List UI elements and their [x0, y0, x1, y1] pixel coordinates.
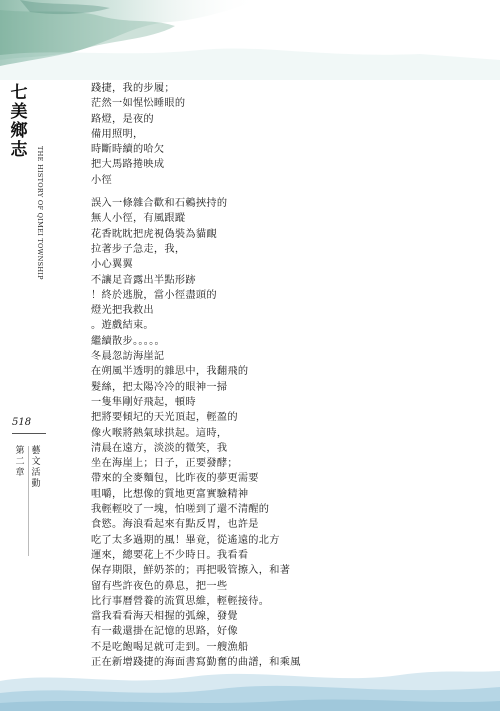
- section-char: 文: [31, 457, 41, 467]
- section-char: 動: [31, 479, 41, 489]
- section-char: 藝: [31, 446, 41, 456]
- poem-line: 繼續散步。。。。。: [91, 335, 165, 347]
- poem-line: 時斷時續的哈欠: [91, 144, 165, 156]
- chapter-divider: [28, 446, 29, 556]
- poem-line: 清晨在遠方，淡淡的微笑，我: [91, 442, 228, 454]
- chapter-char: 章: [15, 468, 25, 478]
- poem-line: 燈光把我救出: [91, 305, 154, 317]
- poem-line: 誤入一條雜合歡和石鶇挾持的: [91, 198, 228, 210]
- poem-line: 保存期限，鮮奶茶的；再把吸管擦入，和著: [91, 565, 291, 577]
- poem-line: 像火喉將熱氣球拱起。這時，: [91, 427, 228, 439]
- poem-line: 在朔風半透明的雜思中，我翻飛的: [91, 366, 249, 378]
- book-title: [8, 84, 30, 160]
- bottom-wave-decoration: [0, 651, 500, 711]
- poem-line: 踐捷，我的步履；: [91, 83, 175, 94]
- poem-line: 路燈，是夜的: [91, 113, 154, 125]
- poem-line: 我輕輕咬了一塊，怕嗟到了還不清醒的: [91, 504, 270, 516]
- page-number: 518: [12, 417, 32, 428]
- book-title-char: 七: [10, 83, 28, 103]
- poem-line: 備用照明，: [91, 128, 144, 140]
- section-label: [30, 446, 42, 490]
- poem-stanza: [91, 196, 491, 670]
- section-char: 活: [31, 468, 41, 478]
- poem-line: 把將要傾圮的天光頂起，輕盈的: [91, 412, 238, 424]
- poem-line: 咀嚼，比想像的質地更富實驗精神: [91, 488, 249, 500]
- poem-line: 留有些許夜色的鼻息，把一些: [91, 580, 228, 592]
- poem-line: 不是吃飽喝足就可走到。一艘漁船: [91, 641, 249, 653]
- poem-line: 運來，總要花上不少時日。我看看: [91, 549, 249, 561]
- poem-line: 小徑: [91, 174, 112, 186]
- poem-line: 冬晨忽訪海崖記: [91, 351, 165, 363]
- poem-line: 花香眈眈把虎視偽裝為貓靦: [91, 228, 217, 240]
- poem-line: 茫然一如惺忪睡眼的: [91, 98, 186, 110]
- poem-line: 拉著步子急走，我，: [91, 243, 186, 255]
- poem-line: 不讓足音露出半點形跡: [91, 274, 196, 286]
- book-subtitle: THE HISTORY OF QIMEI TOWNSHIP: [36, 146, 44, 280]
- top-watercolor-decoration: [0, 0, 500, 80]
- book-title-char: 志: [10, 140, 28, 160]
- stanza-gap: [91, 188, 491, 196]
- poem-line: 比行事曆營養的流質思維，輕輕接待。: [91, 595, 270, 607]
- poem-line: 小心翼翼: [91, 259, 133, 271]
- poem-line: 有一截還掛在記憶的思路，好像: [91, 626, 238, 638]
- book-title-char: 鄉: [10, 121, 28, 141]
- poem-line: 當我看看海天相握的弧線，發覺: [91, 611, 238, 623]
- poem-line: 坐在海崖上；日子，正要發酵；: [91, 458, 238, 470]
- poem-line: 。遊戲結束。: [91, 320, 154, 332]
- poem-line: 無人小徑，有風跟蹤: [91, 213, 186, 225]
- sidebar-divider: [12, 433, 46, 434]
- poem-line: 食慾。海浪看起來有點反胃，也許是: [91, 519, 259, 531]
- poem-body: [91, 81, 491, 670]
- poem-line: 帶來的全麥麵包，比昨夜的夢更需要: [91, 473, 259, 485]
- poem-line: 一隻隼剛好飛起，頓時: [91, 396, 196, 408]
- book-title-char: 美: [10, 102, 28, 122]
- poem-line: 把大馬路捲映成: [91, 159, 165, 171]
- chapter-char: 二: [15, 457, 25, 467]
- chapter-label: [14, 446, 26, 479]
- poem-line: 吃了太多過期的風！畢竟，從遙遠的北方: [91, 534, 280, 546]
- poem-line: 髮絲，把太陽冷冷的眼神一掃: [91, 381, 228, 393]
- poem-line: 正在新增踐捷的海面書寫勤奮的曲譜，和乘風: [91, 656, 301, 668]
- poem-stanza: [91, 81, 491, 188]
- chapter-char: 第: [15, 446, 25, 456]
- poem-line: ！終於逃脫，當小徑盡頭的: [91, 289, 217, 301]
